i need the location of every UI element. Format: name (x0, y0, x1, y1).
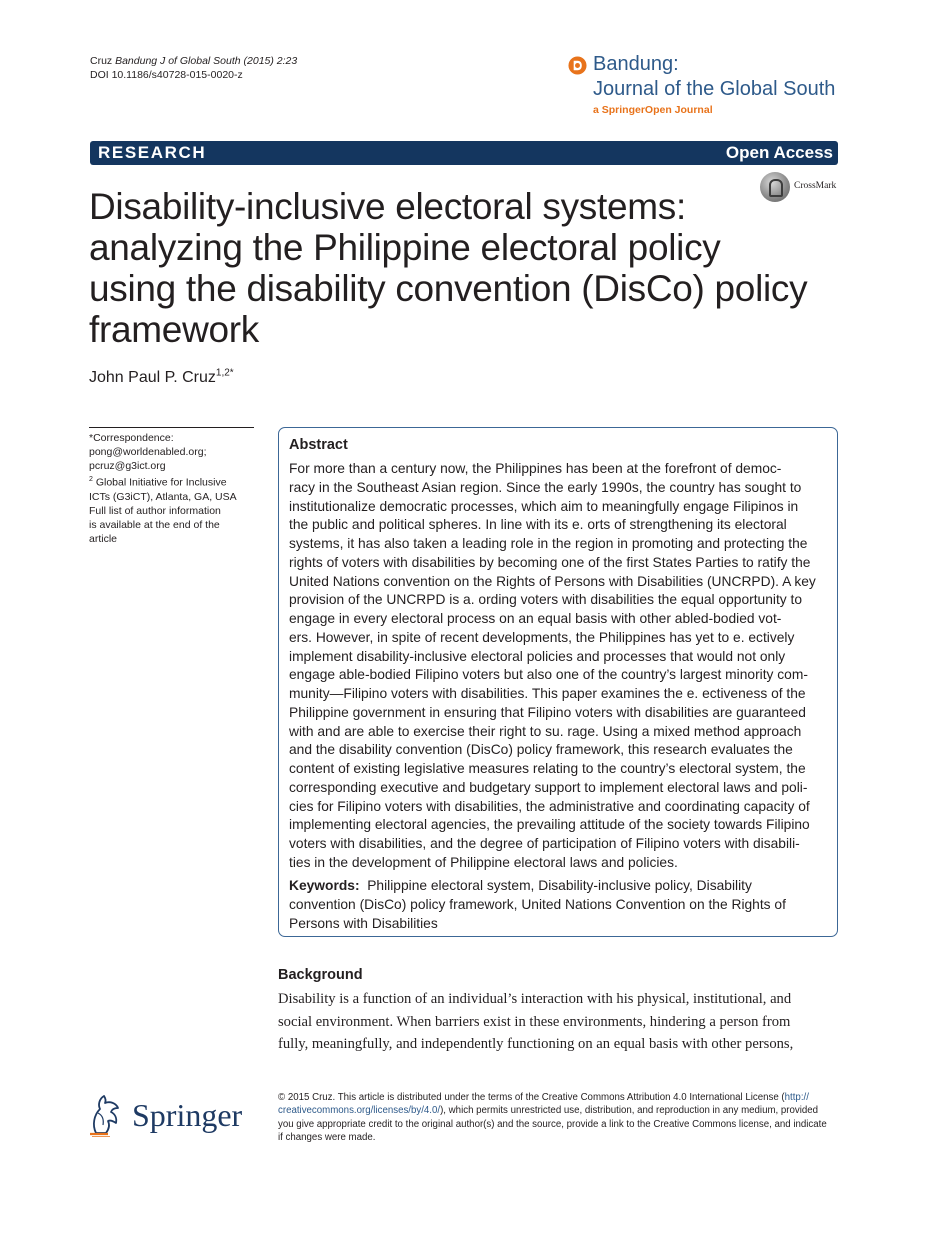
license-link[interactable]: http:// (784, 1092, 809, 1103)
abstract-line: ties in the development of Philippine electoral laws and policies. (289, 854, 678, 870)
abstract-line: corresponding executive and budgetary support to implement electoral laws and poli- (289, 779, 808, 795)
abstract-line: implementing electoral agencies, the prevailing attitude of the society towards Filipino (289, 817, 810, 833)
keywords-line (289, 877, 829, 896)
citation-journal: Bandung J of Global South (115, 55, 241, 67)
keywords (289, 877, 829, 933)
abstract-line: provision of the UNCRPD is a. ording voters with disabilities the equal opportunity to (289, 592, 803, 608)
article-type-label: RESEARCH (98, 143, 207, 162)
abstract-line: rights of voters with disabilities by becoming one of the first States Parties to ratify the (289, 554, 811, 570)
author-name[interactable]: John Paul P. Cruz (89, 369, 216, 386)
springer-horse-icon (88, 1093, 126, 1137)
author-info-note: Full list of author information (89, 504, 221, 517)
license-line (278, 1091, 838, 1104)
journal-name-line2: Journal of the Global South (593, 78, 836, 100)
title-line: using the disability convention (DisCo) policy (89, 268, 808, 309)
citation-line1 (90, 54, 297, 68)
license-line: you give appropriate credit to the original author(s) and the source, provide a link to the Creative Commons license, and indicate (278, 1118, 827, 1130)
license-line (278, 1104, 838, 1117)
abstract-line: cies for Filipino voters with disabilities, the administrative and coordinating capacity of (289, 798, 810, 814)
abstract-line: United Nations convention on the Rights of Persons with Disabilities (UNCRPD). A key (289, 573, 816, 589)
affiliation-number: 2 (89, 476, 93, 483)
author-info-note: is available at the end of the (89, 518, 220, 531)
journal-subtitle: a SpringerOpen Journal (593, 104, 713, 116)
keywords-text: Philippine electoral system, Disability-inclusive policy, Disability (367, 878, 752, 893)
keywords-label: Keywords: (289, 878, 360, 893)
abstract-line: with and are able to exercise their right to su. rage. Using a mixed method approach (289, 723, 802, 739)
title-line: analyzing the Philippine electoral policy (89, 227, 721, 268)
background-text (278, 988, 838, 1056)
citation-author: Cruz (90, 55, 116, 67)
abstract-line: engage in every electoral process on an equal basis with other abled-bodied vot- (289, 611, 782, 626)
affiliation-text: Global Initiative for Inclusive (92, 476, 227, 489)
abstract-line: voters with disabilities, and the degree of participation of Filipino voters with disabili- (289, 836, 800, 851)
license-text (278, 1091, 838, 1145)
springer-logo[interactable] (88, 1093, 263, 1139)
abstract-line: systems, it has also taken a leading role in the region in promoting and protecting the (289, 536, 808, 551)
correspondence-label: *Correspondence: (89, 432, 174, 444)
citation-year: (2015) 2:23 (243, 55, 298, 67)
title-line: Disability-inclusive electoral systems: (89, 186, 686, 227)
title-line: framework (89, 309, 259, 350)
abstract-line: racy in the Southeast Asian region. Since the early 1990s, the country has sought to (289, 479, 802, 495)
keywords-line: convention (DisCo) policy framework, United Nations Convention on the Rights of (289, 896, 786, 912)
author-info-note: article (89, 532, 118, 545)
body-line: social environment. When barriers exist in these environments, hindering a person from (278, 1013, 791, 1030)
abstract-line: and the disability convention (DisCo) policy framework, this research evaluates the (289, 742, 793, 758)
author-line (89, 369, 234, 387)
affiliation-line (89, 473, 254, 490)
affiliation-line: ICTs (G3iCT), Atlanta, GA, USA (89, 490, 237, 503)
journal-name-line1: Bandung: (593, 53, 679, 75)
email-link[interactable]: pong@worldenabled.org; (89, 446, 207, 458)
body-line: fully, meaningfully, and independently functioning on an equal basis with other persons, (278, 1036, 794, 1052)
abstract-line: content of existing legislative measures relating to the country’s electoral system, the (289, 761, 806, 776)
keywords-line: Persons with Disabilities (289, 915, 438, 931)
open-access-label: Open Access (725, 143, 833, 162)
license-segment: ), which permits unrestricted use, distribution, and reproduction in any medium, provided (440, 1105, 819, 1117)
correspondence-sidebar (89, 427, 254, 546)
abstract-line: Philippine government in ensuring that Filipino voters with disabilities are guaranteed (289, 704, 806, 720)
abstract-line: implement disability-inclusive electoral policies and processes that would not only (289, 648, 786, 664)
bandung-logo-icon (568, 56, 587, 75)
license-line: if changes were made. (278, 1132, 376, 1144)
body-line: Disability is a function of an individual’s interaction with his physical, institutional, and (278, 991, 792, 1007)
abstract-line: the public and political spheres. In line with its e. orts of strengthening its electoral (289, 517, 787, 533)
abstract-line: institutionalize democratic processes, which aim to meaningfully engage Filipinos in (289, 498, 799, 514)
abstract-line: ers. However, in spite of recent developments, the Philippines has yet to e. ectively (289, 629, 795, 645)
license-segment: © 2015 Cruz. This article is distributed under the terms of the Creative Commons Attribution 4.0 International License ( (278, 1092, 785, 1103)
abstract-text (289, 460, 829, 873)
springer-wordmark: Springer (132, 1097, 243, 1133)
crossmark-label: CrossMark (794, 181, 837, 191)
abstract-line: munity—Filipino voters with disabilities. This paper examines the e. ectiveness of the (289, 686, 806, 701)
citation (90, 54, 297, 82)
citation-doi: DOI 10.1186/s40728-015-0020-z (90, 69, 243, 81)
email-link[interactable]: pcruz@g3ict.org (89, 460, 166, 472)
article-title (89, 186, 809, 350)
license-link[interactable]: creativecommons.org/licenses/by/4.0/ (278, 1105, 441, 1117)
abstract-line: For more than a century now, the Philippines has been at the forefront of democ- (289, 461, 782, 476)
abstract-heading: Abstract (289, 437, 348, 453)
abstract-line: engage able-bodied Filipino voters but also one of the country’s largest minority com- (289, 667, 808, 683)
background-heading: Background (278, 967, 363, 983)
author-affiliation: 1,2* (215, 367, 234, 379)
